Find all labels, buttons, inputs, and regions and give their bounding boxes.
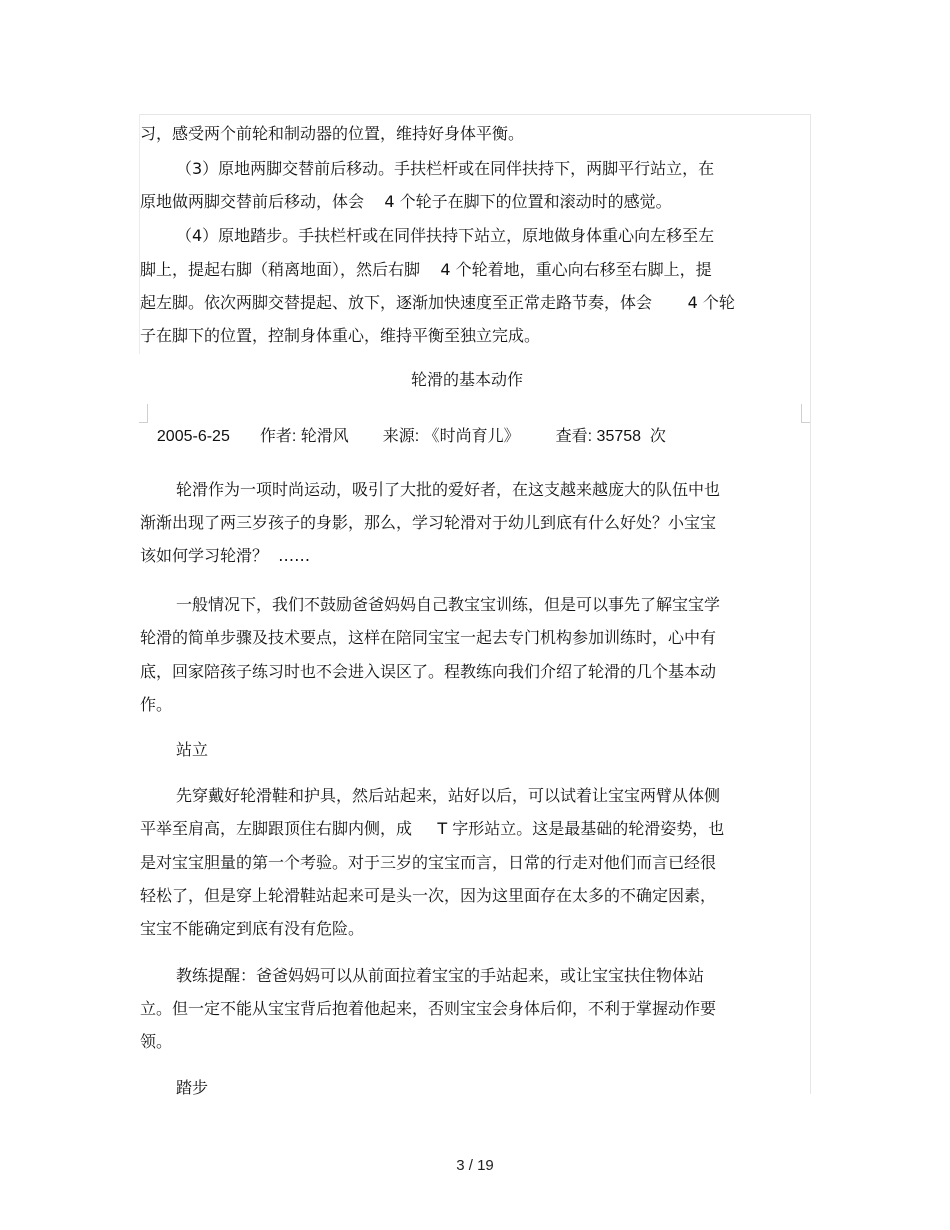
page-frame-top bbox=[140, 114, 810, 115]
section-heading-step: 踏步 bbox=[176, 1078, 209, 1097]
crop-mark-right bbox=[801, 404, 810, 423]
paragraph-line: 作。 bbox=[140, 695, 173, 714]
paragraph-line: 先穿戴好轮滑鞋和护具，然后站起来，站好以后，可以试着让宝宝两臂从体侧 bbox=[176, 786, 721, 805]
paragraph-line: 平举至肩高，左脚跟顶住右脚内侧，成 T 字形站立。这是最基础的轮滑姿势，也 bbox=[140, 819, 725, 838]
crop-mark-left bbox=[139, 404, 148, 423]
meta-author: 作者: 轮滑风 bbox=[259, 428, 349, 445]
paragraph-line: 是对宝宝胆量的第一个考验。对于三岁的宝宝而言，日常的行走对他们而言已经很 bbox=[140, 853, 717, 872]
page-frame-left bbox=[139, 114, 140, 354]
paragraph-line: 该如何学习轮滑？ …… bbox=[140, 546, 311, 565]
paragraph-line: 立。但一定不能从宝宝背后抱着他起来，否则宝宝会身体后仰，不利于掌握动作要 bbox=[140, 999, 717, 1018]
article-meta bbox=[148, 404, 666, 448]
paragraph-line: 轮滑作为一项时尚运动，吸引了大批的爱好者，在这支越来越庞大的队伍中也 bbox=[176, 480, 721, 499]
paragraph-line: 宝宝不能确定到底有没有危险。 bbox=[140, 919, 365, 938]
paragraph-line: 轻松了，但是穿上轮滑鞋站起来可是头一次，因为这里面存在太多的不确定因素， bbox=[140, 886, 717, 905]
paragraph-line: （3）原地两脚交替前后移动。手扶栏杆或在同伴扶持下，两脚平行站立，在 bbox=[176, 159, 715, 178]
page-number: 3 / 19 bbox=[456, 1157, 494, 1174]
meta-date: 2005-6-25 bbox=[156, 428, 230, 445]
section-heading-stand: 站立 bbox=[176, 740, 209, 759]
paragraph-line: 领。 bbox=[140, 1032, 173, 1051]
paragraph-line: （4）原地踏步。手扶栏杆或在同伴扶持下站立，原地做身体重心向左移至左 bbox=[176, 226, 715, 245]
paragraph-line: 教练提醒：爸爸妈妈可以从前面拉着宝宝的手站起来，或让宝宝扶住物体站 bbox=[176, 966, 705, 985]
paragraph-line: 轮滑的简单步骤及技术要点，这样在陪同宝宝一起去专门机构参加训练时，心中有 bbox=[140, 628, 717, 647]
paragraph-line: 原地做两脚交替前后移动，体会 4 个轮子在脚下的位置和滚动时的感觉。 bbox=[140, 192, 672, 211]
article-title: 轮滑的基本动作 bbox=[411, 370, 524, 389]
paragraph-line: 习，感受两个前轮和制动器的位置，维持好身体平衡。 bbox=[140, 124, 525, 143]
paragraph-line: 脚上，提起右脚（稍离地面），然后右脚 4 个轮着地，重心向右移至右脚上，提 bbox=[140, 260, 712, 279]
page-frame-right bbox=[810, 114, 811, 1094]
paragraph-line: 子在脚下的位置，控制身体重心，维持平衡至独立完成。 bbox=[140, 326, 541, 345]
meta-views: 查看: 35758 次 bbox=[555, 428, 666, 445]
paragraph-line: 一般情况下，我们不鼓励爸爸妈妈自己教宝宝训练，但是可以事先了解宝宝学 bbox=[176, 595, 721, 614]
paragraph-line: 底，回家陪孩子练习时也不会进入误区了。程教练向我们介绍了轮滑的几个基本动 bbox=[140, 662, 717, 681]
paragraph-line: 起左脚。依次两脚交替提起、放下，逐渐加快速度至正常走路节奏，体会 4 个轮 bbox=[140, 293, 735, 312]
meta-source: 来源: 《时尚育儿》 bbox=[382, 428, 520, 445]
paragraph-line: 渐渐出现了两三岁孩子的身影，那么，学习轮滑对于幼儿到底有什么好处？小宝宝 bbox=[140, 513, 717, 532]
